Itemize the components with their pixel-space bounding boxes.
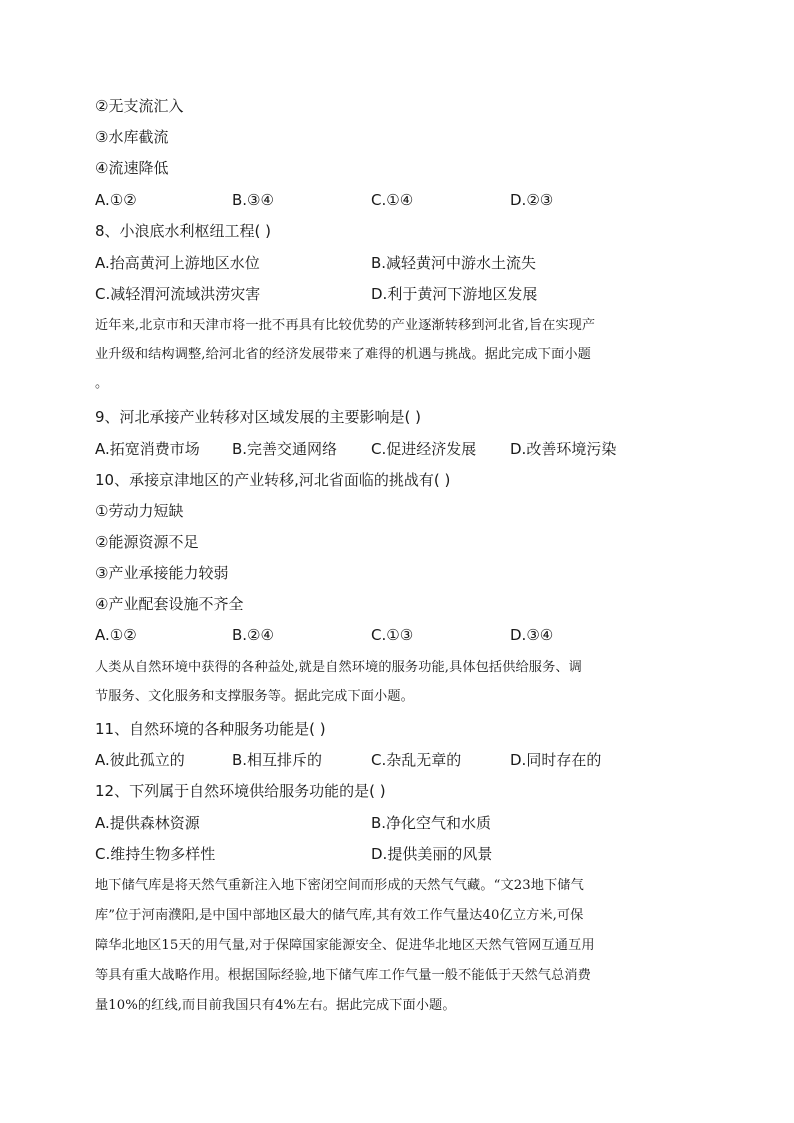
q12-option-a: A.提供森林资源 [95,814,200,832]
q7-item-3: ③水库截流 [95,128,169,146]
q7-option-d: D.②③ [510,191,554,209]
q12-option-d: D.提供美丽的风景 [371,845,493,863]
passage1-line2: 业升级和结构调整,给河北省的经济发展带来了难得的机遇与挑战。据此完成下面小题 [95,347,591,362]
q8-option-c: C.减轻渭河流域洪涝灾害 [95,285,261,303]
passage2-line1: 人类从自然环境中获得的各种益处,就是自然环境的服务功能,具体包括供给服务、调 [95,660,582,675]
q10-option-c: C.①③ [371,626,414,644]
q10-item-3: ③产业承接能力较弱 [95,564,229,582]
q9-option-b: B.完善交通网络 [232,440,338,458]
q7-item-2: ②无支流汇入 [95,97,184,115]
q10-option-d: D.③④ [510,626,554,644]
q11-option-d: D.同时存在的 [510,751,602,769]
q9-option-d: D.改善环境污染 [510,440,617,458]
q7-option-c: C.①④ [371,191,414,209]
q8-option-d: D.利于黄河下游地区发展 [371,285,538,303]
q10-item-2: ②能源资源不足 [95,533,199,551]
q11-option-b: B.相互排斥的 [232,751,323,769]
passage3-line1: 地下储气库是将天然气重新注入地下密闭空间而形成的天然气气藏。“文23地下储气 [95,878,584,893]
q10-stem: 10、承接京津地区的产业转移,河北省面临的挑战有( ) [95,471,451,489]
passage2-line2: 节服务、文化服务和支撑服务等。据此完成下面小题。 [95,689,414,704]
q8-stem: 8、小浪底水利枢纽工程( ) [95,222,272,240]
q12-option-c: C.维持生物多样性 [95,845,216,863]
passage3-line4: 等具有重大战略作用。根据国际经验,地下储气库工作气量一般不能低于天然气总消费 [95,968,591,983]
passage3-line2: 库”位于河南濮阳,是中国中部地区最大的储气库,其有效工作气量达40亿立方米,可保 [95,908,584,923]
passage3-line5: 量10%的红线,而目前我国只有4%左右。据此完成下面小题。 [95,998,456,1013]
q7-option-a: A.①② [95,191,137,209]
passage1-line3: 。 [95,376,109,391]
q8-option-a: A.抬高黄河上游地区水位 [95,254,260,272]
q11-option-c: C.杂乱无章的 [371,751,462,769]
passage3-line3: 障华北地区15天的用气量,对于保障国家能源安全、促进华北地区天然气管网互通互用 [95,938,595,953]
q11-option-a: A.彼此孤立的 [95,751,185,769]
q12-stem: 12、下列属于自然环境供给服务功能的是( ) [95,782,386,800]
q7-item-4: ④流速降低 [95,159,169,177]
q10-option-b: B.②④ [232,626,274,644]
q12-option-b: B.净化空气和水质 [371,814,492,832]
q9-option-a: A.拓宽消费市场 [95,440,200,458]
q10-option-a: A.①② [95,626,137,644]
q8-option-b: B.减轻黄河中游水土流失 [371,254,537,272]
passage1-line1: 近年来,北京市和天津市将一批不再具有比较优势的产业逐渐转移到河北省,旨在实现产 [95,318,596,333]
q7-option-b: B.③④ [232,191,274,209]
q9-option-c: C.促进经济发展 [371,440,477,458]
q9-stem: 9、河北承接产业转移对区域发展的主要影响是( ) [95,408,422,426]
q10-item-1: ①劳动力短缺 [95,502,184,520]
q11-stem: 11、自然环境的各种服务功能是( ) [95,720,326,738]
q10-item-4: ④产业配套设施不齐全 [95,595,244,613]
